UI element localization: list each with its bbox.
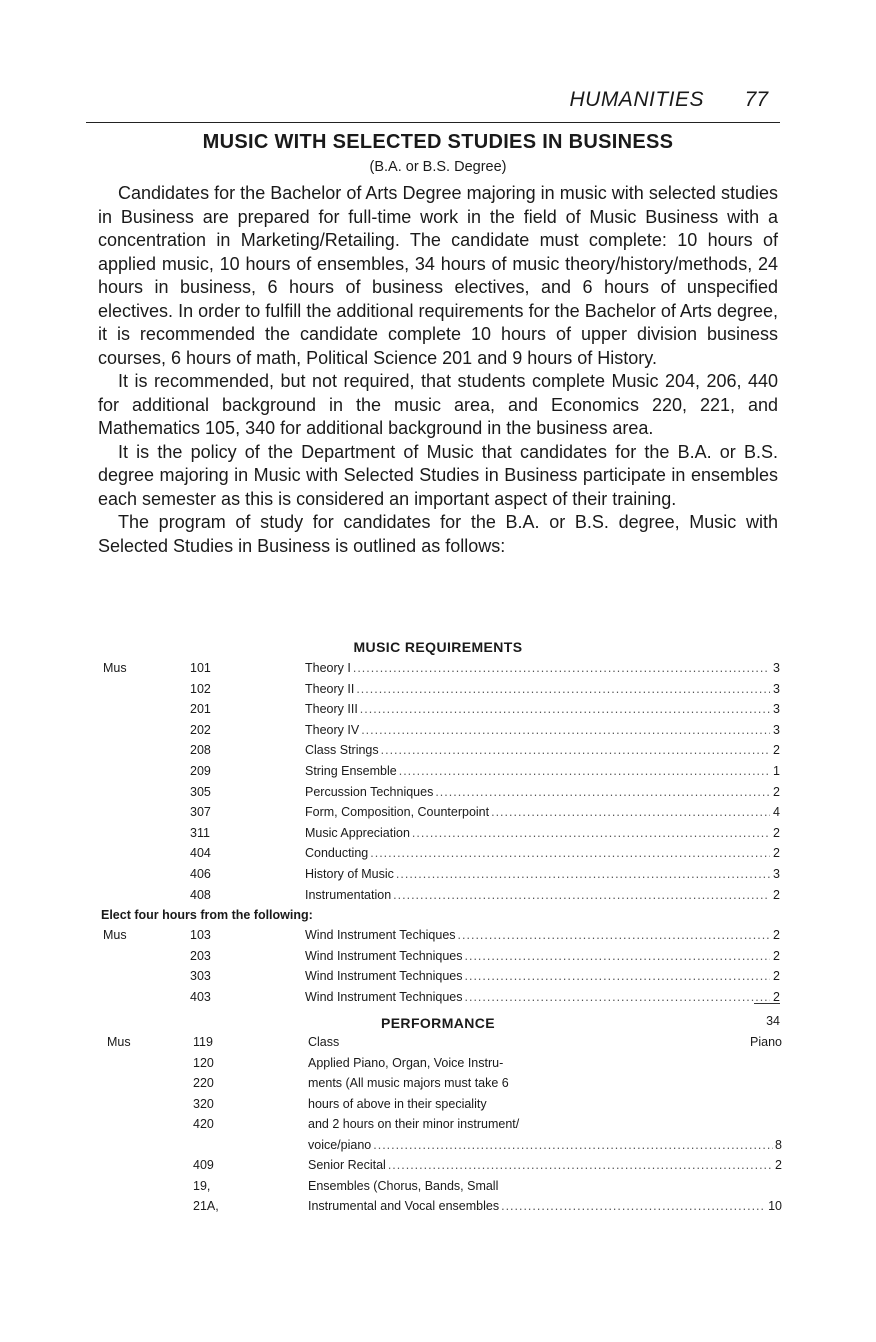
- course-hours: 3: [773, 722, 780, 737]
- course-title: Wind Instrument Techniques: [305, 948, 463, 963]
- table-row: [0, 700, 876, 721]
- course-hours: 2: [773, 825, 780, 840]
- page-number: 77: [744, 88, 768, 111]
- course-title: Applied Piano, Organ, Voice Instru-: [308, 1055, 504, 1070]
- course-hours: 2: [773, 743, 780, 758]
- course-hours: 3: [773, 702, 780, 717]
- course-number: 320: [193, 1096, 214, 1111]
- course-title: Wind Instrument Techiques: [305, 928, 456, 943]
- course-hours: 2: [775, 1158, 782, 1172]
- course-title: Theory I: [305, 661, 351, 675]
- course-title: Wind Instrument Techniques: [305, 989, 463, 1004]
- table-row: [0, 947, 876, 968]
- course-number: 311: [190, 825, 210, 840]
- elect-label: [0, 906, 876, 926]
- paragraph: It is the policy of the Department of Music that candidates for the B.A. or B.S. degree majoring in Music with Selected Studies in Business participate in ensembles each semester as this is considered an important aspect of their training.: [98, 441, 778, 509]
- course-number: 408: [190, 887, 211, 902]
- course-title: String Ensemble: [305, 763, 397, 778]
- table-row: [0, 783, 876, 804]
- table-row: [0, 659, 876, 680]
- course-hours: 2: [773, 989, 780, 1004]
- course-hours: 3: [773, 681, 780, 696]
- course-title: Class Strings: [305, 743, 379, 758]
- course-title: Ensembles (Chorus, Bands, Small: [308, 1178, 499, 1193]
- course-hours: 3: [773, 661, 780, 675]
- course-number: 102: [190, 681, 211, 696]
- table-row: [0, 680, 876, 701]
- course-number: 203: [190, 948, 211, 963]
- course-number: 404: [190, 846, 211, 861]
- course-number: 202: [190, 722, 211, 737]
- paragraph: It is recommended, but not required, that students complete Music 204, 206, 440 for additional background in the music area, and Economics 220, 221, and Mathematics 105, 340 for additional background in the business area.: [98, 371, 778, 438]
- course-hours: 4: [773, 805, 780, 820]
- paragraph: Candidates for the Bachelor of Arts Degree majoring in music with selected studies in Business are prepared for full-time work in the field of Music Business with a concentration in Marketing/Retailing. The candidate must complete: 10 hours of applied music, 10 hours of ensembles, 34 hours of music theory/history/methods, 24 hours in business, 6 hours of business electives, and 6 hours of unspecified electives. In order to fulfill the additional requirements for the Bachelor of Arts degree, it is recommended the candidate complete 10 hours of upper division business courses, 6 hours of math, Political Science 201 and 9 hours of History.: [98, 183, 778, 368]
- performance-table: [0, 1033, 876, 1218]
- course-title: ments (All music majors must take 6: [308, 1076, 509, 1090]
- course-number: 120: [193, 1055, 214, 1070]
- table-row: [0, 926, 876, 947]
- course-note: Piano: [750, 1035, 782, 1049]
- table-row: [0, 967, 876, 988]
- course-title: Senior Recital: [308, 1158, 386, 1172]
- table-row: [0, 1095, 876, 1116]
- course-hours: 2: [773, 846, 780, 861]
- total-hours: 34: [766, 1014, 780, 1028]
- course-number: 103: [190, 928, 211, 943]
- course-title: Instrumentation: [305, 887, 392, 902]
- course-title: Percussion Techniques: [305, 784, 434, 799]
- table-row: [0, 762, 876, 783]
- table-row: [0, 988, 876, 1009]
- course-hours: 2: [773, 928, 780, 943]
- paragraph: The program of study for candidates for the B.A. or B.S. degree, Music with Selected Studies in Business is outlined as follows:: [98, 512, 778, 556]
- table-row: [0, 741, 876, 762]
- table-row: [0, 824, 876, 845]
- course-number: 406: [190, 866, 211, 881]
- table-row: [0, 721, 876, 742]
- course-title: Wind Instrument Techniques: [305, 969, 463, 984]
- table-row: [0, 1074, 876, 1095]
- music-requirements-table: [0, 659, 876, 1009]
- course-number: 19,: [193, 1178, 211, 1193]
- course-number: 21A,: [193, 1199, 219, 1213]
- table-row: [0, 886, 876, 907]
- course-number: 208: [190, 743, 211, 758]
- course-title: Class: [308, 1035, 340, 1049]
- page-header: [86, 88, 780, 123]
- elect-label-text: Elect four hours from the following:: [101, 908, 313, 923]
- course-hours: 8: [775, 1137, 782, 1152]
- table-row: [0, 1177, 876, 1198]
- course-number: 303: [190, 969, 211, 984]
- total-rule: [754, 1003, 780, 1004]
- running-head: HUMANITIES: [569, 88, 704, 111]
- course-number: 101: [190, 661, 211, 675]
- course-title: Instrumental and Vocal ensembles: [308, 1199, 500, 1213]
- course-number: 201: [190, 702, 211, 717]
- table-row: [0, 1156, 876, 1177]
- course-title: and 2 hours on their minor instrument/: [308, 1117, 520, 1131]
- course-title: Form, Composition, Counterpoint: [305, 805, 490, 820]
- course-number: 403: [190, 989, 211, 1004]
- table-row: [0, 1136, 876, 1157]
- course-hours: 2: [773, 969, 780, 984]
- course-title: Theory III: [305, 702, 358, 717]
- course-number: 307: [190, 805, 211, 820]
- course-title: History of Music: [305, 866, 394, 881]
- course-number: 220: [193, 1076, 214, 1090]
- course-number: 409: [193, 1158, 214, 1172]
- course-hours: 2: [773, 887, 780, 902]
- table-row: [0, 844, 876, 865]
- course-dept: Mus: [103, 661, 127, 675]
- course-title: hours of above in their speciality: [308, 1096, 487, 1111]
- table-row: [0, 1054, 876, 1075]
- course-hours: 1: [773, 763, 780, 778]
- course-hours: 2: [773, 948, 780, 963]
- course-number: 209: [190, 763, 211, 778]
- course-number: 420: [193, 1117, 214, 1131]
- music-requirements-heading: MUSIC REQUIREMENTS: [353, 639, 523, 655]
- course-number: 305: [190, 784, 211, 799]
- page-title: MUSIC WITH SELECTED STUDIES IN BUSINESS: [202, 131, 674, 153]
- course-dept: Mus: [107, 1035, 131, 1049]
- course-dept: Mus: [103, 928, 127, 943]
- course-number: 119: [193, 1035, 213, 1049]
- course-hours: 3: [773, 866, 780, 881]
- table-row: [0, 1033, 876, 1054]
- intro-text: [98, 182, 778, 558]
- table-row: [0, 1197, 876, 1218]
- course-title: Music Appreciation: [305, 825, 410, 840]
- course-hours: 10: [768, 1199, 782, 1213]
- course-title: Theory II: [305, 681, 355, 696]
- table-row: [0, 865, 876, 886]
- course-title: Conducting: [305, 846, 369, 861]
- course-title: voice/piano: [308, 1137, 372, 1152]
- course-hours: 2: [773, 784, 780, 799]
- degree-subtitle: (B.A. or B.S. Degree): [369, 159, 507, 175]
- table-row: [0, 1115, 876, 1136]
- table-row: [0, 803, 876, 824]
- course-title: Theory IV: [305, 722, 360, 737]
- performance-heading: PERFORMANCE: [380, 1015, 496, 1031]
